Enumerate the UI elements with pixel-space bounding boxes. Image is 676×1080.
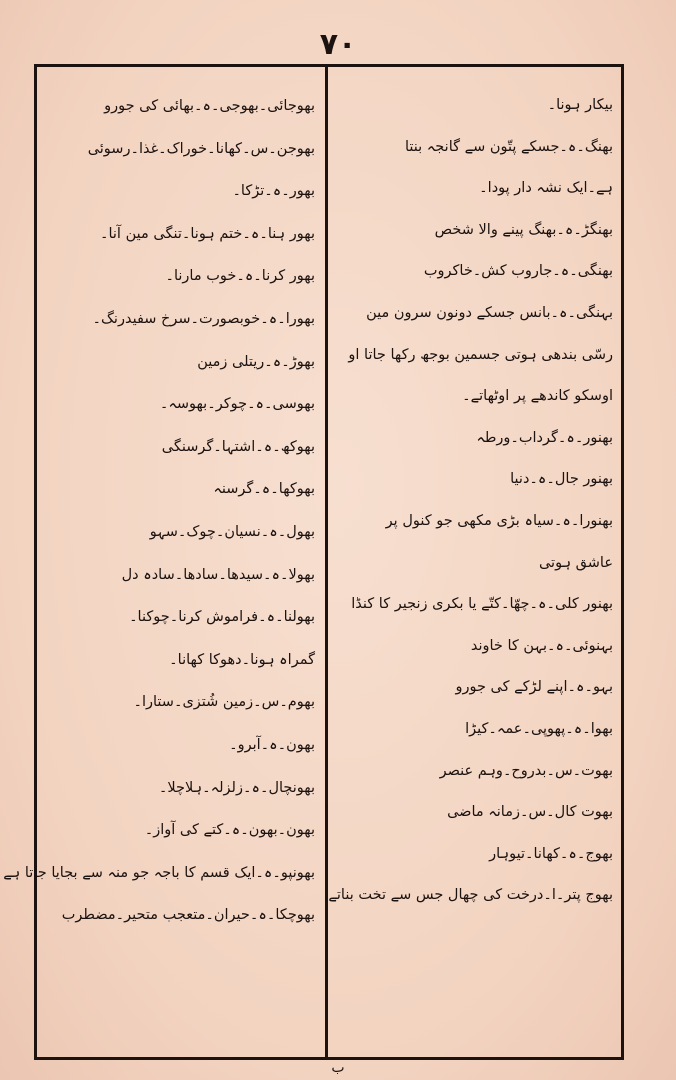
- entry-line: بھونپو۔ہ۔ایک قسم کا باجہ جو منہ سے بجایا جاتا ہے: [3, 864, 315, 881]
- entry-line: بھوکھ۔ہ۔اشتہا۔گرسنگی: [161, 438, 315, 455]
- entry-line: بھوکھا۔ہ۔گرسنہ: [213, 481, 315, 498]
- entry-line: بھنگ۔ہ۔جسکے پتّون سے گانجہ بنتا: [404, 138, 613, 155]
- entry-line: اوسکو کاندھے پر اوٹھاتے۔: [462, 388, 613, 405]
- entry-line: رسّی بندھی ہوتی جسمین بوجھ رکھا جاتا او: [348, 346, 613, 363]
- entry-line: بھنگڑ۔ہ۔بھنگ پینے والا شخص: [434, 221, 613, 238]
- entry-line: بھولا۔ہ۔سیدھا۔سادھا۔سادہ دل: [121, 566, 315, 583]
- entry-line: بھوسی۔ہ۔چوکر۔بھوسہ۔: [159, 396, 315, 413]
- entry-line: بھنگی۔ہ۔جاروب کش۔خاکروب: [423, 263, 613, 280]
- entry-line: بہو۔ہ۔اپنے لڑکے کی جورو: [455, 679, 613, 696]
- entry-line: بھوچکا۔ہ۔حیران۔متعجب متحیر۔مضطرب: [61, 907, 315, 924]
- entry-line: بھور۔ہ۔تڑکا۔: [232, 183, 315, 200]
- page-frame: [3, 64, 624, 1060]
- entry-line: بھوج پتر۔ا۔درخت کی چھال جس سے تخت بناتے: [328, 887, 613, 904]
- entry-line: بھنور کلی۔ہ۔چھّا۔کتّے یا بکری زنجیر کا کنڈا: [351, 596, 613, 613]
- entry-line: بھولنا۔ہ۔فراموش کرنا۔چوکنا۔: [129, 609, 315, 626]
- entry-line: بھوجن۔س۔کھانا۔خوراک۔غذا۔رسوئی: [87, 140, 315, 157]
- entry-line: بہنگی۔ہ۔بانس جسکے دونون سرون مین: [366, 304, 613, 321]
- entry-line: بھوت۔س۔بدروح۔وہم عنصر: [439, 762, 613, 779]
- left-column: [3, 85, 315, 937]
- entry-line: بھونچال۔ہ۔زلزلہ۔ہلاچلا۔: [158, 779, 315, 796]
- entry-line: بھنور۔ہ۔گرداب۔ورطہ: [476, 429, 613, 446]
- entry-line: بھنور جال۔ہ۔دنیا: [510, 471, 613, 488]
- catchword-mark: ب: [331, 1060, 345, 1076]
- entry-line: ہے۔ایک نشہ دار پودا۔: [479, 180, 613, 197]
- entry-line: بھول۔ہ۔نسیان۔چوک۔سہو: [149, 523, 315, 540]
- entry-line: گمراہ ہونا۔دھوکا کھانا۔: [169, 651, 315, 668]
- entry-line: بھور ہنا۔ہ۔ختم ہونا۔تنگی مین آنا۔: [99, 225, 315, 242]
- entry-line: بہنوئی۔ہ۔بہن کا خاوند: [470, 637, 613, 654]
- right-column: [328, 85, 613, 917]
- entry-line: بھوج۔ہ۔کھانا۔تیوہار: [489, 845, 613, 862]
- entry-line: بھنورا۔ہ۔سیاہ بڑی مکھی جو کنول پر: [385, 512, 613, 529]
- entry-line: بھوت کال۔س۔زمانہ ماضی: [447, 804, 613, 821]
- entry-line: بھوڑ۔ہ۔ریتلی زمین: [197, 353, 315, 370]
- entry-line: بھوا۔ہ۔پھوپی۔عمہ۔کیڑا: [465, 720, 613, 737]
- entry-line: بھوجائی۔بھوجی۔ہ۔بھائی کی جورو: [104, 98, 315, 114]
- entry-line: بھون۔بھون۔ہ۔کتے کی آواز۔: [144, 822, 315, 839]
- entry-line: عاشق ہوتی: [538, 554, 613, 571]
- entry-line: بھور کرنا۔ہ۔خوب مارنا۔: [165, 268, 315, 285]
- entry-line: بھوم۔س۔زمین شُتزی۔ستارا۔: [133, 694, 315, 711]
- entry-line: بیکار ہونا۔: [547, 97, 613, 113]
- entry-line: بھورا۔ہ۔خوبصورت۔سرخ سفیدرنگ۔: [92, 310, 315, 327]
- page-number: ۷۰: [319, 27, 357, 62]
- entry-line: بھون۔ہ۔آبرو۔: [229, 736, 315, 753]
